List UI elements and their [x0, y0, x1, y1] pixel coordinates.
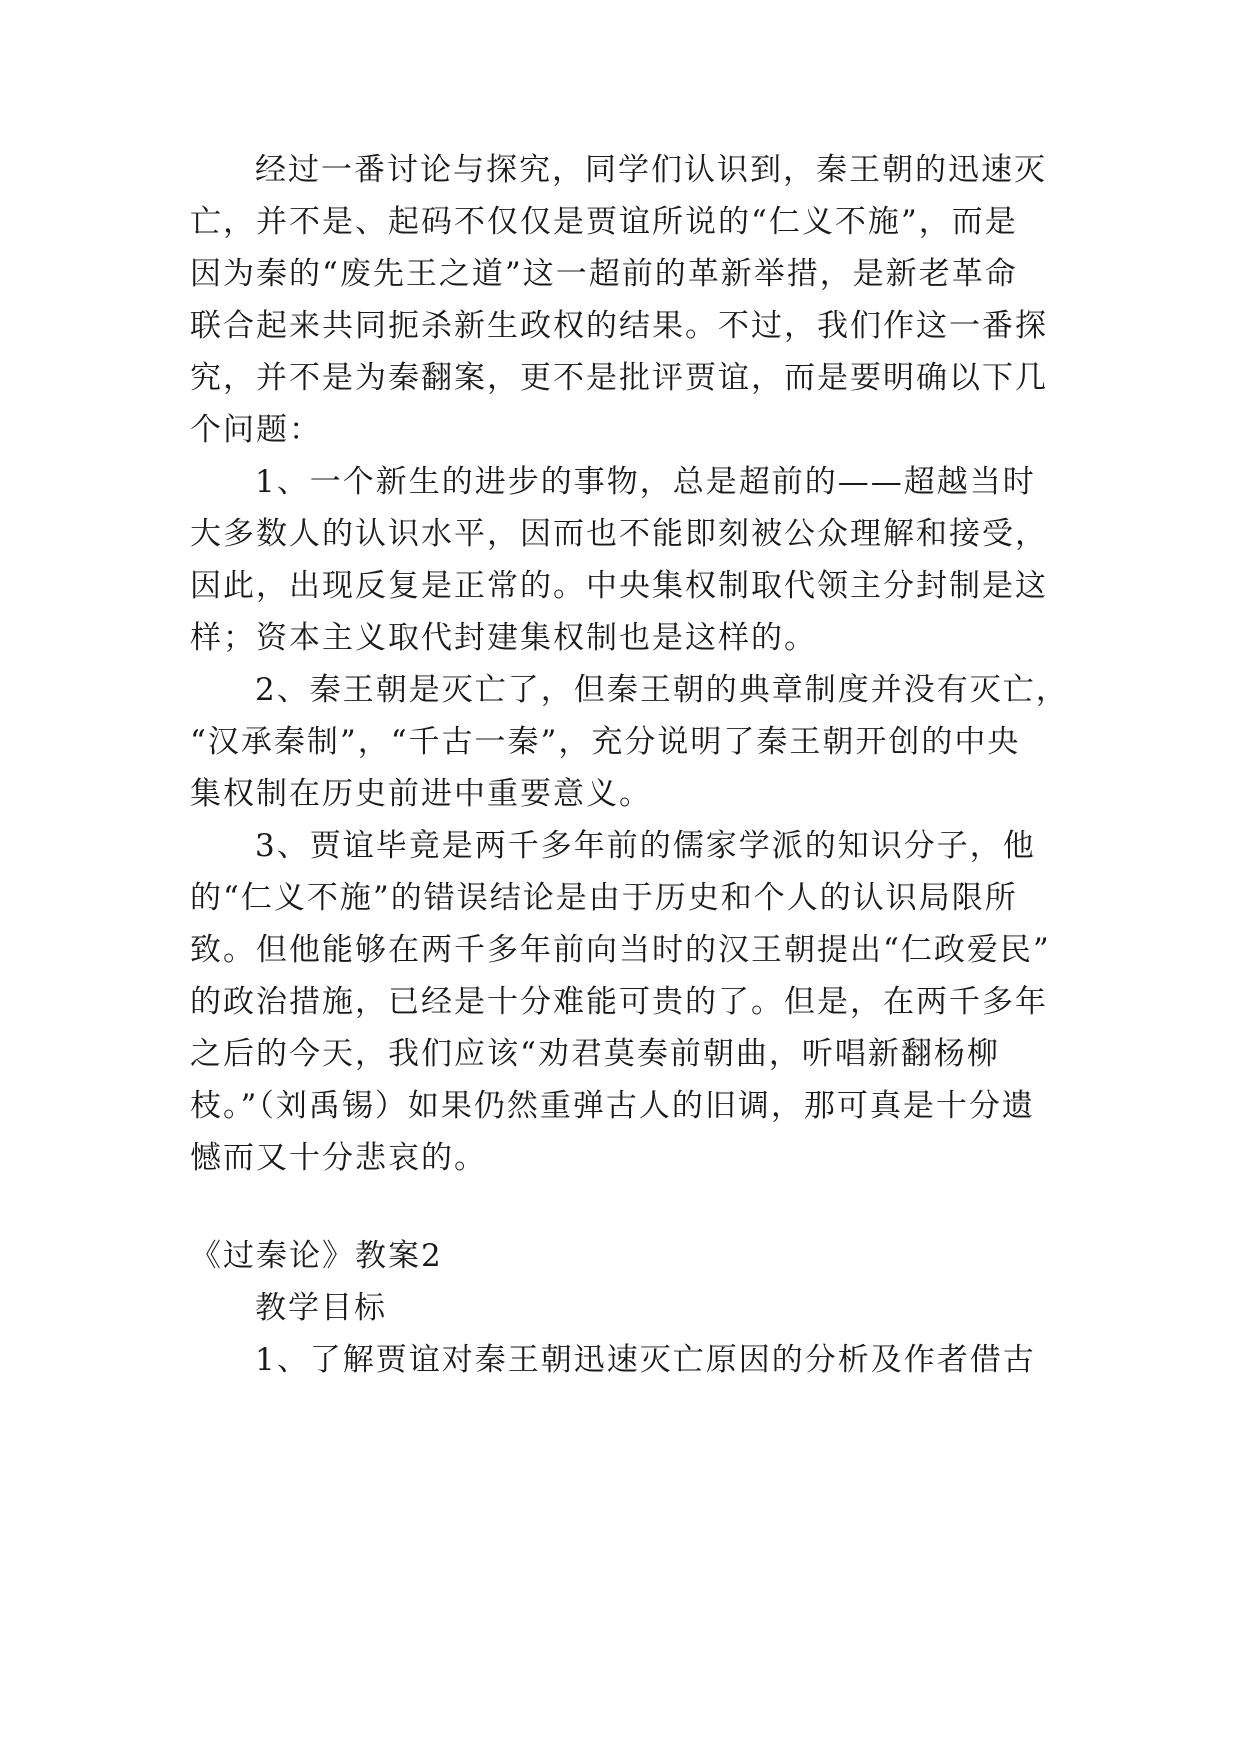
paragraph-line: 2、秦王朝是灭亡了，但秦王朝的典章制度并没有灭亡， [255, 672, 1069, 708]
paragraph-line: 憾而又十分悲哀的。 [190, 1140, 487, 1176]
paragraph-line: 个问题： [190, 412, 322, 448]
paragraph-line: 的政治措施，已经是十分难能可贵的了。但是，在两千多年 [190, 984, 1048, 1020]
paragraph-line: 经过一番讨论与探究，同学们认识到，秦王朝的迅速灭 [255, 152, 1047, 188]
paragraph-line: 1、一个新生的进步的事物，总是超前的——超越当时 [255, 464, 1036, 500]
paragraph-line: 因为秦的“废先王之道”这一超前的革新举措，是新老革命 [190, 256, 1018, 292]
paragraph-line: 的“仁义不施”的错误结论是由于历史和个人的认识局限所 [190, 880, 1018, 916]
paragraph-line: 究，并不是为秦翻案，更不是批评贾谊，而是要明确以下几 [190, 360, 1048, 396]
paragraph-line: 致。但他能够在两千多年前向当时的汉王朝提出“仁政爱民” [190, 932, 1051, 968]
paragraph-line: 样；资本主义取代封建集权制也是这样的。 [190, 620, 817, 656]
paragraph-line: “汉承秦制”，“千古一秦”，充分说明了秦王朝开创的中央 [190, 724, 1021, 760]
paragraph-line: 集权制在历史前进中重要意义。 [190, 776, 652, 812]
paragraph-line: 枝。”（刘禹锡）如果仍然重弹古人的旧调，那可真是十分遗 [190, 1088, 1035, 1124]
section-title: 《过秦论》教案2 [190, 1238, 443, 1274]
subheading: 教学目标 [255, 1290, 387, 1326]
paragraph-line: 1、了解贾谊对秦王朝迅速灭亡原因的分析及作者借古 [255, 1342, 1036, 1378]
paragraph-line: 之后的今天，我们应该“劝君莫奏前朝曲，听唱新翻杨柳 [190, 1036, 1000, 1072]
paragraph-line: 亡，并不是、起码不仅仅是贾谊所说的“仁义不施”，而是 [190, 204, 1018, 240]
paragraph-line: 联合起来共同扼杀新生政权的结果。不过，我们作这一番探 [190, 308, 1048, 344]
paragraph-line: 因此，出现反复是正常的。中央集权制取代领主分封制是这 [190, 568, 1048, 604]
paragraph-line: 大多数人的认识水平，因而也不能即刻被公众理解和接受， [190, 516, 1048, 552]
paragraph-line: 3、贾谊毕竟是两千多年前的儒家学派的知识分子，他 [255, 828, 1036, 864]
